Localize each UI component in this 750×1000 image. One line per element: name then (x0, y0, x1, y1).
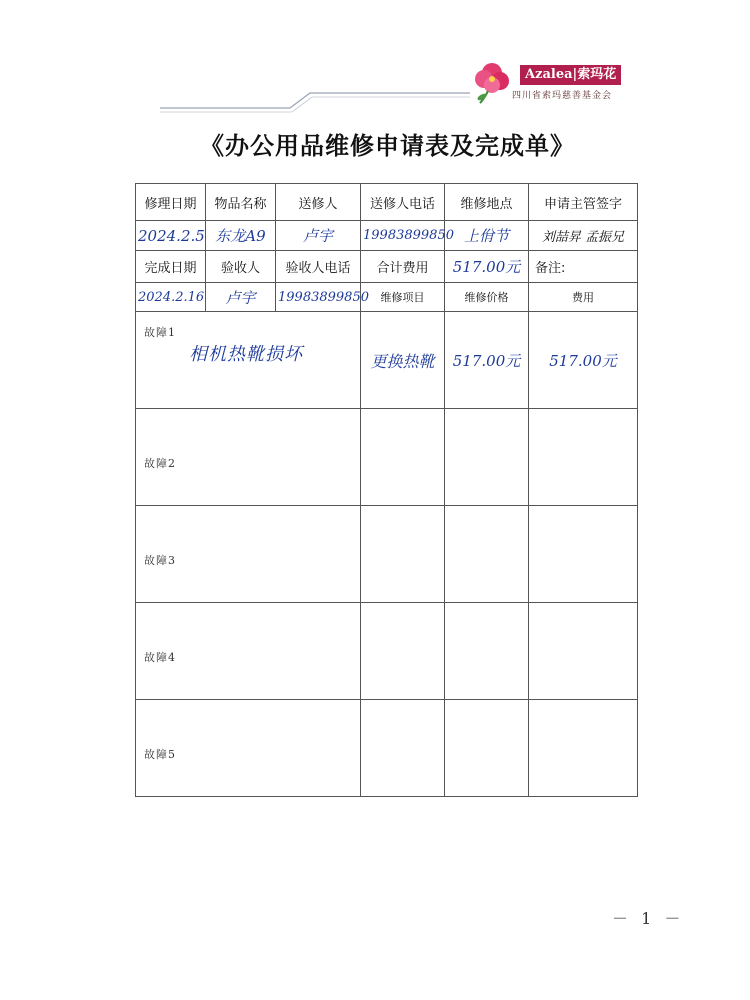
fault-row-4 (136, 603, 638, 700)
fault-4-label: 故障4 (144, 651, 176, 664)
repair-form-table (135, 183, 638, 797)
fault-1-description-field[interactable] (136, 312, 361, 409)
header-item-name: 物品名称 (206, 184, 276, 221)
fault-1-cost: 517.00元 (549, 351, 617, 370)
page-title: 《办公用品维修申请表及完成单》 (200, 131, 575, 160)
fault-3-item-field[interactable] (361, 506, 445, 603)
logo-subtitle: 四川省索玛慈善基金会 (512, 91, 613, 101)
fault-1-item-field[interactable] (361, 312, 445, 409)
header-total-cost: 合计费用 (361, 251, 445, 283)
fault-3-price-field[interactable] (445, 506, 529, 603)
fault-3-label: 故障3 (144, 554, 176, 567)
header-repair-date: 修理日期 (136, 184, 206, 221)
logo-brand-text: Azalea|索玛花 (520, 65, 621, 85)
fault-1-price: 517.00元 (452, 351, 521, 370)
inspector-phone-value: 19983899850 (278, 289, 369, 305)
inspector-phone-field[interactable] (276, 283, 369, 312)
completion-value-row (136, 283, 638, 312)
fault-5-price-field[interactable] (445, 700, 529, 797)
header-completion-date: 完成日期 (136, 251, 206, 283)
approver-field[interactable] (529, 221, 638, 251)
completion-date-value: 2024.2.16 (138, 289, 205, 305)
fault-2-item-field[interactable] (361, 409, 445, 506)
total-cost-field[interactable] (445, 251, 529, 283)
fault-3-cost-field[interactable] (529, 506, 638, 603)
fault-2-price-field[interactable] (445, 409, 529, 506)
inspector-field[interactable] (206, 283, 276, 312)
header-sender-phone: 送修人电话 (361, 184, 445, 221)
completion-header-row (136, 251, 638, 283)
completion-date-field[interactable] (136, 283, 206, 312)
sender-phone-value: 19983899850 (363, 228, 454, 243)
fault-1-price-field[interactable] (445, 312, 529, 409)
header-sender: 送修人 (276, 184, 361, 221)
location-value: 上佾节 (463, 227, 509, 245)
location-field[interactable] (445, 221, 529, 251)
repair-date-value: 2024.2.5 (138, 226, 205, 245)
sender-field[interactable] (276, 221, 361, 251)
fault-row-3 (136, 506, 638, 603)
fault-1-cost-field[interactable] (529, 312, 638, 409)
header-approver: 申请主管签字 (529, 184, 638, 221)
sender-value: 卢宇 (302, 227, 333, 245)
subheader-repair-price: 维修价格 (445, 283, 529, 312)
header-inspector-phone: 验收人电话 (276, 251, 361, 283)
request-value-row (136, 221, 638, 251)
total-cost-value: 517.00元 (452, 258, 521, 276)
page-number: － 1 － (612, 909, 685, 928)
fault-5-description-field[interactable] (136, 700, 361, 797)
fault-5-label: 故障5 (144, 748, 176, 761)
fault-4-description-field[interactable] (136, 603, 361, 700)
repair-date-field[interactable] (136, 221, 206, 251)
fault-4-price-field[interactable] (445, 603, 529, 700)
fault-4-item-field[interactable] (361, 603, 445, 700)
approver-signature: 刘喆昇 孟振兄 (541, 230, 625, 245)
fault-row-5 (136, 700, 638, 797)
remarks-label: 备注: (529, 251, 638, 283)
header-location: 维修地点 (445, 184, 529, 221)
header-inspector: 验收人 (206, 251, 276, 283)
item-name-value: 东龙A9 (215, 227, 266, 245)
fault-3-description-field[interactable] (136, 506, 361, 603)
fault-4-cost-field[interactable] (529, 603, 638, 700)
fault-row-2 (136, 409, 638, 506)
fault-5-cost-field[interactable] (529, 700, 638, 797)
foundation-logo (470, 55, 640, 110)
fault-2-description-field[interactable] (136, 409, 361, 506)
fault-1-description: 相机热靴损坏 (189, 344, 303, 365)
inspector-value: 卢宇 (225, 288, 256, 307)
item-name-field[interactable] (206, 221, 276, 251)
fault-row-1 (136, 312, 638, 409)
fault-5-item-field[interactable] (361, 700, 445, 797)
fault-2-label: 故障2 (144, 457, 176, 470)
fault-1-label: 故障1 (144, 326, 176, 339)
subheader-cost: 费用 (529, 283, 638, 312)
subheader-repair-item: 维修项目 (361, 283, 445, 312)
fault-1-item: 更换热靴 (370, 351, 435, 371)
fault-2-cost-field[interactable] (529, 409, 638, 506)
sender-phone-field[interactable] (361, 221, 454, 251)
request-header-row (136, 184, 638, 221)
